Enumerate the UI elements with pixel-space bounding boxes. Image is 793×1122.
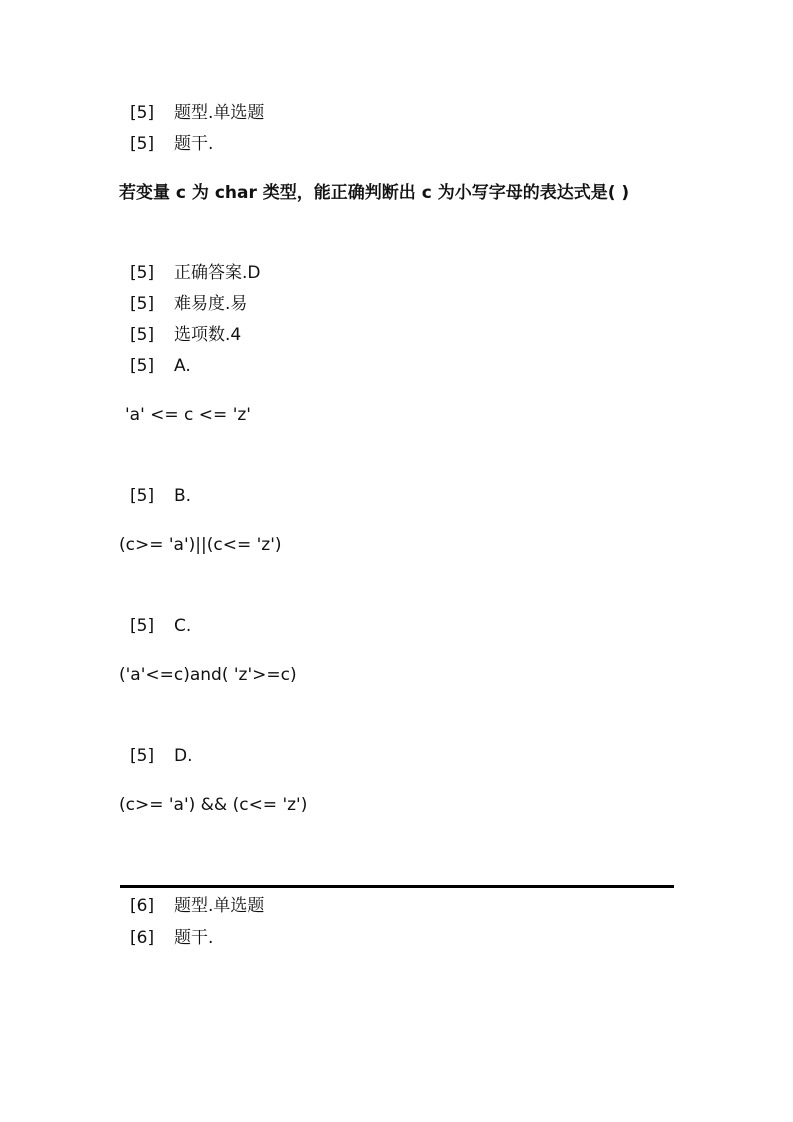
q5-option-c-header [130, 615, 191, 637]
q6-type-line [130, 895, 264, 917]
q5-option-c-text: ('a'<=c)and( 'z'>=c) [119, 665, 297, 685]
q5-option-b-header [130, 485, 191, 507]
q5-option-d-label: D. [174, 746, 193, 766]
q6-type-number: [6] [130, 896, 155, 916]
q6-stem-line [130, 927, 213, 949]
q5-option-c-label: C. [174, 616, 192, 636]
q5-option-d-header [130, 745, 193, 767]
q5-option-a-header [130, 355, 191, 377]
q6-type-label: 题型.单选题 [174, 896, 265, 916]
q5-answer-number: [5] [130, 263, 155, 283]
q5-option-b-number: [5] [130, 486, 155, 506]
q5-option-b-text: (c>= 'a')||(c<= 'z') [119, 535, 282, 555]
q5-stem-number: [5] [130, 134, 155, 154]
q6-stem-label: 题干. [174, 928, 214, 948]
q5-difficulty-label: 难易度.易 [174, 294, 248, 314]
q5-option-d-number: [5] [130, 746, 155, 766]
q5-option-c-number: [5] [130, 616, 155, 636]
question-divider [120, 885, 674, 888]
q5-option-a-number: [5] [130, 356, 155, 376]
q5-option-count-number: [5] [130, 325, 155, 345]
q6-stem-number: [6] [130, 928, 155, 948]
q5-option-count-label: 选项数.4 [174, 325, 242, 345]
q5-answer-label: 正确答案.D [174, 263, 261, 283]
q5-option-a-label: A. [174, 356, 191, 376]
q5-question-stem: 若变量 c 为 char 类型，能正确判断出 c 为小写字母的表达式是( ) [119, 183, 630, 203]
q5-option-b-label: B. [174, 486, 192, 506]
q5-difficulty-line [130, 293, 247, 315]
q5-option-a-text: 'a' <= c <= 'z' [125, 405, 251, 425]
q5-stem-line [130, 133, 213, 155]
q5-option-count-line [130, 324, 241, 346]
q5-type-label: 题型.单选题 [174, 103, 265, 123]
q5-option-d-text: (c>= 'a') && (c<= 'z') [119, 795, 308, 815]
q5-stem-label: 题干. [174, 134, 214, 154]
q5-type-number: [5] [130, 103, 155, 123]
q5-type-line [130, 102, 264, 124]
q5-answer-line [130, 262, 261, 284]
q5-difficulty-number: [5] [130, 294, 155, 314]
